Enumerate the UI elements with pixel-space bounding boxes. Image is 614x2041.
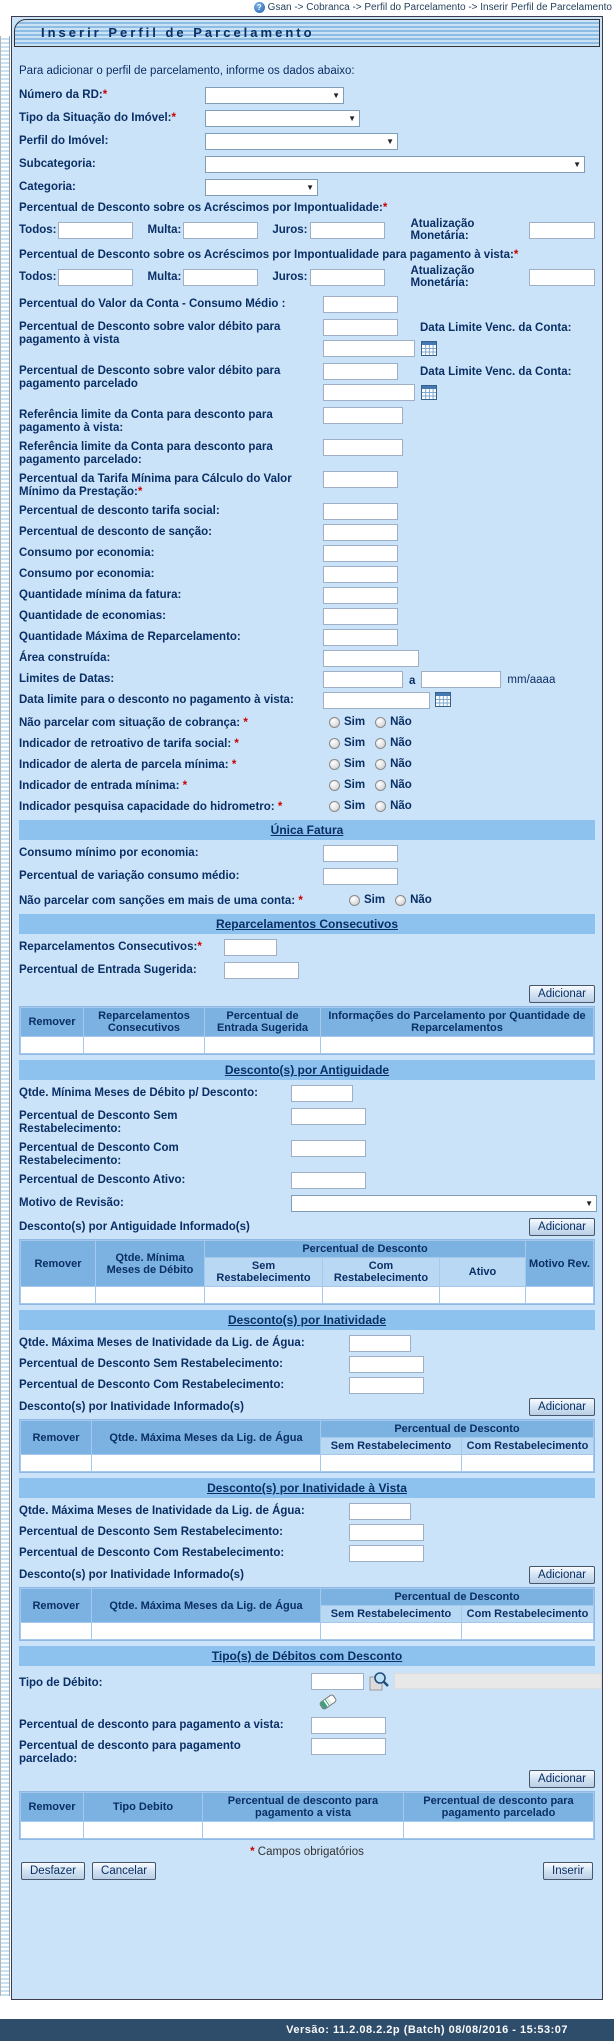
field-row-variacao-consumo [19,868,595,885]
empty-cell [321,1623,461,1639]
col-desc-parcelado: Percentual de desconto para pagamento parcelado [404,1793,593,1821]
empty-cell [526,1287,593,1303]
ref-limite-parcelado-label: Referência limite da Conta para desconto para pagamento parcelado: [19,441,273,466]
empty-cell [321,1455,461,1471]
perc-valor-conta-input[interactable] [323,296,398,313]
perfil-imovel-select[interactable] [205,133,398,150]
area-construida-label: Área construída: [19,652,111,664]
calendar-icon[interactable] [421,341,437,356]
main-panel [11,16,603,2000]
empty-cell [21,1623,91,1639]
motivo-revisao-label: Motivo de Revisão: [19,1197,124,1209]
data-limite-venc-parcelado-input[interactable] [323,384,415,401]
inatividade-qtd-label: Qtde. Máxima Meses de Inatividade da Lig. de Água: [19,1337,305,1349]
adicionar-inatividade-button[interactable]: Adicionar [529,1398,595,1416]
required-mark: * [234,737,239,750]
field-row-subcategoria [19,156,595,173]
desc-tarifa-social-input[interactable] [323,503,398,520]
tipo-debito-label: Tipo de Débito: [19,1677,103,1689]
field-row-tipo-debito [19,1671,595,1711]
empty-cell [205,1287,322,1303]
required-mark: * [298,894,303,907]
consumo-economia-input-1[interactable] [323,545,398,562]
variacao-consumo-label: Percentual de variação consumo médio: [19,870,240,882]
calendar-icon[interactable] [421,385,437,400]
data-limite-venc-vista-input[interactable] [323,340,415,357]
field-row-entrada-sugerida [19,962,595,979]
required-mark: * [197,941,202,953]
col-reparcelamentos: Reparcelamentos Consecutivos [84,1008,204,1036]
desc-debito-parcelado-label: Percentual de Desconto sobre valor débito para pagamento parcelado [19,365,281,390]
nao-label: Não [390,758,412,770]
left-edge-texture [0,36,10,1996]
breadcrumb: Gsan -> Cobranca -> Perfil do Parcelamento -> Inserir Perfil de Parcelamento [267,2,612,13]
antiguidade-informados-label: Desconto(s) por Antiguidade Informado(s) [19,1221,250,1233]
consumo-economia-input-2[interactable] [323,566,398,583]
radio-row-retroativo: Indicador de retroativo de tarifa social: * Sim Não [19,737,412,750]
empty-cell [404,1822,593,1838]
area-construida-input[interactable] [323,650,419,667]
field-row-antiguidade-sem-restab [19,1108,595,1136]
radio-row-cobranca: Não parcelar com situação de cobrança: * Sim Não [19,716,412,729]
field-row-desc-sancao [19,524,595,541]
categoria-select[interactable] [205,179,318,196]
field-row-qtd-economias [19,608,595,625]
required-mark: * [137,486,143,498]
subcategoria-select[interactable] [205,156,585,173]
col-remover: Remover [21,1008,83,1036]
table-row [21,1287,593,1303]
required-mark: * [382,202,388,214]
col-sem-restab: Sem Restabelecimento [321,1606,461,1622]
hidrometro-sim-radio[interactable] [329,801,340,812]
section-tipos-debito: Tipo(s) de Débitos com Desconto [19,1646,595,1666]
field-row-antiguidade-com-restab [19,1140,595,1168]
field-row-desc-tarifa-social [19,503,595,520]
empty-cell [440,1287,525,1303]
antiguidade-sem-restab-input[interactable] [291,1108,366,1125]
variacao-consumo-input[interactable] [323,868,398,885]
search-icon[interactable] [369,1671,389,1691]
qtd-max-reparcelamento-label: Quantidade Máxima de Reparcelamento: [19,631,241,643]
antiguidade-sem-restab-label: Percentual de Desconto Sem Restabelecimento: [19,1110,178,1135]
field-row-desc-debito-parcelado [19,363,595,401]
todos-label: Todos: [19,224,57,236]
section-inatividade-vista: Desconto(s) por Inatividade à Vista [19,1478,595,1498]
antiguidade-com-restab-input[interactable] [291,1140,366,1157]
empty-cell [462,1455,593,1471]
tarifa-minima-label: Percentual da Tarifa Mínima para Cálculo do Valor Mínimo da Prestação: [19,473,292,498]
col-sem-restab: Sem Restabelecimento [205,1258,322,1286]
antiguidade-ativo-label: Percentual de Desconto Ativo: [19,1174,186,1186]
cobranca-sim-radio[interactable] [329,717,340,728]
inatividade-sem-restab-input[interactable] [349,1356,424,1373]
desc-acrescimos-label: Percentual de Desconto sobre os Acréscimos por Impontualidade:* [19,202,388,214]
inatividade-vista-sem-restab-input[interactable] [349,1524,424,1541]
field-row-desc-pagamento-vista [19,1717,595,1734]
required-mark: * [243,716,248,729]
chevron-down-icon: ▼ [573,159,581,169]
desc-tarifa-social-label: Percentual de desconto tarifa social: [19,505,220,517]
col-remover: Remover [21,1241,95,1286]
inatividade-vista-sem-restab-label: Percentual de Desconto Sem Restabelecimento: [19,1526,283,1538]
empty-cell [205,1037,320,1053]
inatividade-qtd-input[interactable] [349,1335,411,1352]
adicionar-tipo-debito-button[interactable]: Adicionar [529,1770,595,1788]
col-group-percentual: Percentual de Desconto [321,1589,593,1605]
empty-cell [84,1822,202,1838]
numero-rd-label: Número da RD: [19,89,103,101]
field-row-qtd-minima-fatura [19,587,595,604]
ref-limite-vista-label: Referência limite da Conta para desconto para pagamento à vista: [19,409,273,434]
nao-label: Não [390,737,412,749]
consumo-minimo-label: Consumo mínimo por economia: [19,847,199,859]
field-row-numero-rd [19,87,595,104]
field-row-area-construida [19,650,595,667]
radio-row-sancoes: Não parcelar com sanções em mais de uma conta: * Sim Não [19,894,432,907]
empty-cell [462,1623,593,1639]
col-qtd-maxima: Qtde. Máxima Meses da Lig. de Água [92,1421,320,1454]
qtd-minima-fatura-input[interactable] [323,587,398,604]
nao-label: Não [390,716,412,728]
atualizacao-monetaria-label: Atualização Monetária: [410,265,475,289]
sim-label: Sim [344,737,366,749]
desc-pagamento-parcelado-label: Percentual de desconto para pagamento parcelado: [19,1740,241,1765]
inatividade-com-restab-label: Percentual de Desconto Com Restabelecimento: [19,1379,285,1391]
qtd-economias-label: Quantidade de economias: [19,610,166,622]
field-row-perfil-imovel [19,133,595,150]
qtd-minima-fatura-label: Quantidade mínima da fatura: [19,589,182,601]
calendar-icon[interactable] [435,692,451,707]
adicionar-reparcelamento-button[interactable]: Adicionar [529,985,595,1003]
field-row-inatividade-qtd [19,1335,595,1352]
field-row-consumo-minimo [19,845,595,862]
limites-datas-inicio-input[interactable] [323,671,403,688]
atualizacao-monetaria-vista-input[interactable] [529,269,595,286]
consumo-economia-label: Consumo por economia: [19,568,155,580]
col-com-restab: Com Restabelecimento [323,1258,439,1286]
col-remover: Remover [21,1421,91,1454]
col-tipo-debito: Tipo Debito [84,1793,202,1821]
col-informacoes: Informações do Parcelamento por Quantidade de Reparcelamentos [321,1008,593,1036]
desc-pagamento-vista-input[interactable] [311,1717,386,1734]
field-row-tipo-situacao [19,110,595,127]
sim-label: Sim [344,716,366,728]
antiguidade-ativo-input[interactable] [291,1172,366,1189]
subcategoria-label: Subcategoria: [19,158,96,170]
required-mark: * [513,249,519,261]
table-row [21,1822,593,1838]
radio-row-entrada-minima: Indicador de entrada mínima: * Sim Não [19,779,412,792]
desc-debito-vista-input[interactable] [323,319,398,336]
todos-label: Todos: [19,271,57,283]
field-row-qtd-max-reparcelamento [19,629,595,646]
col-group-percentual: Percentual de Desconto [321,1421,593,1437]
chevron-down-icon: ▼ [348,113,356,123]
desc-pagamento-parcelado-input[interactable] [311,1738,386,1755]
field-row-consumo-economia-1 [19,545,595,562]
empty-cell [21,1037,83,1053]
motivo-revisao-select[interactable] [291,1195,597,1212]
help-icon[interactable]: ? [254,2,265,13]
sancoes-nao-radio[interactable] [395,895,406,906]
todos-vista-input[interactable] [58,269,133,286]
inatividade-vista-qtd-input[interactable] [349,1503,411,1520]
chevron-down-icon: ▼ [332,90,340,100]
nao-label: Não [390,800,412,812]
inatividade-table [19,1419,595,1473]
inatividade-informados-label: Desconto(s) por Inatividade Informado(s) [19,1401,244,1413]
empty-cell [96,1287,204,1303]
section-unica-fatura: Única Fatura [19,820,595,840]
juros-label: Juros: [272,224,308,236]
radio-row-hidrometro: Indicador pesquisa capacidade do hidrometro: * Sim Não [19,800,412,813]
required-mark: * [250,1846,255,1858]
empty-cell [92,1623,320,1639]
eraser-icon[interactable] [319,1693,338,1711]
table-row [21,1623,593,1639]
qtd-economias-input[interactable] [323,608,398,625]
field-row-limites-datas [19,671,595,688]
col-remover: Remover [21,1589,91,1622]
field-row-consumo-economia-2 [19,566,595,583]
tipo-debito-descricao-field [394,1673,602,1689]
sim-label: Sim [344,779,366,791]
required-mark: * [277,800,283,813]
consumo-minimo-input[interactable] [323,845,398,862]
col-group-percentual: Percentual de Desconto [205,1241,525,1257]
data-limite-venc-label: Data Limite Venc. da Conta: [420,321,572,334]
field-row-perc-valor-conta [19,296,595,313]
field-row-desc-pagamento-parcelado [19,1738,595,1766]
inatividade-vista-com-restab-label: Percentual de Desconto Com Restabelecimento: [19,1547,285,1559]
required-mark: * [171,112,176,124]
desc-acrescimos-vista-label: Percentual de Desconto sobre os Acréscimos por Impontualidade para pagamento à vista:* [19,249,519,261]
field-row-ref-limite-vista [19,407,595,435]
multa-input[interactable] [183,222,258,239]
col-qtd-maxima: Qtde. Máxima Meses da Lig. de Água [92,1589,320,1622]
chevron-down-icon: ▼ [306,182,314,192]
numero-rd-select[interactable] [205,87,344,104]
perfil-imovel-label: Perfil do Imóvel: [19,135,109,147]
field-row-inatividade-sem-restab [19,1356,595,1373]
ref-limite-parcelado-input[interactable] [323,439,403,456]
field-row-antiguidade-ativo [19,1172,595,1189]
inatividade-vista-qtd-label: Qtde. Máxima Meses de Inatividade da Lig. de Água: [19,1505,305,1517]
field-row-inatividade-com-restab [19,1377,595,1394]
empty-cell [84,1037,204,1053]
tipos-debito-table [19,1791,595,1840]
limites-sep-label: a [409,675,416,687]
section-inatividade: Desconto(s) por Inatividade [19,1310,595,1330]
col-motivo-rev: Motivo Rev. [526,1241,593,1286]
col-entrada-sugerida: Percentual de Entrada Sugerida [205,1008,320,1036]
desc-debito-vista-label: Percentual de Desconto sobre valor débito para pagamento à vista [19,321,281,346]
breadcrumb-bar [0,0,614,15]
col-qtd-minima: Qtde. Mínima Meses de Débito [96,1241,204,1286]
inatividade-sem-restab-label: Percentual de Desconto Sem Restabelecimento: [19,1358,283,1370]
form-content [12,65,602,1880]
limites-datas-fim-input[interactable] [421,671,501,688]
cancelar-button[interactable]: Cancelar [92,1862,156,1880]
inatividade-com-restab-input[interactable] [349,1377,424,1394]
multa-vista-input[interactable] [183,269,258,286]
reparcelamentos-consecutivos-label: Reparcelamentos Consecutivos: [19,941,198,953]
tipo-situacao-label: Tipo da Situação do Imóvel: [19,112,172,124]
adicionar-antiguidade-button[interactable]: Adicionar [529,1218,595,1236]
sim-label: Sim [344,758,366,770]
table-row [21,1037,593,1053]
empty-cell [21,1287,95,1303]
field-row-inatividade-vista-sem-restab [19,1524,595,1541]
sim-label: Sim [364,894,386,906]
acrescimos-vista-inputs-row [19,265,595,289]
limites-datas-label: Limites de Datas: [19,673,115,685]
adicionar-inatividade-vista-button[interactable]: Adicionar [529,1566,595,1584]
field-row-desc-debito-vista [19,319,595,357]
acrescimos-inputs-row [19,218,595,242]
qtd-minima-meses-label: Qtde. Mínima Meses de Débito p/ Desconto: [19,1087,258,1099]
empty-cell [21,1455,91,1471]
inatividade-vista-table [19,1587,595,1641]
chevron-down-icon: ▼ [585,1198,593,1208]
field-row-inatividade-vista-com-restab [19,1545,595,1562]
field-row-qtd-minima-meses [19,1085,595,1102]
juros-label: Juros: [272,271,308,283]
data-limite-venc-label: Data Limite Venc. da Conta: [420,365,572,378]
hidrometro-nao-radio[interactable] [375,801,386,812]
reparcelamentos-table [19,1006,595,1055]
col-sem-restab: Sem Restabelecimento [321,1438,461,1454]
tipo-situacao-select[interactable] [205,110,360,127]
entrada-minima-nao-radio[interactable] [375,780,386,791]
col-com-restab: Com Restabelecimento [462,1438,593,1454]
sancoes-sim-radio[interactable] [349,895,360,906]
consumo-economia-label: Consumo por economia: [19,547,155,559]
entrada-sugerida-label: Percentual de Entrada Sugerida: [19,964,197,976]
antiguidade-com-restab-label: Percentual de Desconto Com Restabelecimento: [19,1142,179,1167]
perc-valor-conta-label: Percentual do Valor da Conta - Consumo Médio : [19,298,286,310]
retroativo-nao-radio[interactable] [375,738,386,749]
field-row-reparcelamentos-consecutivos [19,939,595,956]
antiguidade-table [19,1239,595,1305]
section-reparcelamentos: Reparcelamentos Consecutivos [19,914,595,934]
nao-label: Não [410,894,432,906]
data-limite-desconto-label: Data limite para o desconto no pagamento à vista: [19,694,294,706]
entrada-minima-sim-radio[interactable] [329,780,340,791]
page-title: Inserir Perfil de Parcelamento [14,19,600,47]
atualizacao-monetaria-label: Atualização Monetária: [410,218,475,242]
version-text: Versão: 11.2.08.2.2p (Batch) 08/08/2016 - 15:53:07 [286,2024,568,2036]
inatividade-vista-informados-label: Desconto(s) por Inatividade Informado(s) [19,1569,244,1581]
field-row-motivo-revisao [19,1195,595,1212]
required-mark: * [231,758,237,771]
alerta-nao-radio[interactable] [375,759,386,770]
entrada-sugerida-input[interactable] [224,962,299,979]
categoria-label: Categoria: [19,181,76,193]
multa-label: Multa: [147,271,182,283]
required-note: Campos obrigatórios [257,1846,364,1858]
radio-row-alerta: Indicador de alerta de parcela mínima: * Sim Não [19,758,412,771]
multa-label: Multa: [147,224,182,236]
empty-cell [321,1037,593,1053]
empty-cell [92,1455,320,1471]
version-bar [0,2019,614,2041]
chevron-down-icon: ▼ [386,136,394,146]
reparcelamentos-consecutivos-input[interactable] [224,939,277,956]
nao-label: Não [390,779,412,791]
todos-input[interactable] [58,222,133,239]
field-row-ref-limite-parcelado [19,439,595,467]
qtd-minima-meses-input[interactable] [291,1085,353,1102]
atualizacao-monetaria-input[interactable] [529,222,595,239]
alerta-sim-radio[interactable] [329,759,340,770]
tipo-debito-input[interactable] [311,1673,364,1690]
desc-debito-parcelado-input[interactable] [323,363,398,380]
inatividade-vista-com-restab-input[interactable] [349,1545,424,1562]
col-remover: Remover [21,1793,83,1821]
retroativo-sim-radio[interactable] [329,738,340,749]
field-row-tarifa-minima [19,471,595,499]
col-ativo: Ativo [440,1258,525,1286]
field-row-data-limite-desconto [19,692,595,709]
desc-sancao-label: Percentual de desconto de sanção: [19,526,213,538]
section-antiguidade: Desconto(s) por Antiguidade [19,1060,595,1080]
empty-cell [21,1822,83,1838]
sim-label: Sim [344,800,366,812]
col-desc-vista: Percentual de desconto para pagamento a vista [203,1793,403,1821]
juros-input[interactable] [310,222,385,239]
juros-vista-input[interactable] [310,269,385,286]
tarifa-minima-input[interactable] [323,471,398,488]
inserir-button[interactable]: Inserir [543,1862,593,1880]
field-row-categoria [19,179,595,196]
ref-limite-vista-input[interactable] [323,407,403,424]
intro-text: Para adicionar o perfil de parcelamento, informe os dados abaixo: [19,65,355,77]
desc-sancao-input[interactable] [323,524,398,541]
field-row-inatividade-vista-qtd [19,1503,595,1520]
qtd-max-reparcelamento-input[interactable] [323,629,398,646]
desc-pagamento-vista-label: Percentual de desconto para pagamento a vista: [19,1719,284,1731]
col-com-restab: Com Restabelecimento [462,1606,593,1622]
limites-formato-label: mm/aaaa [507,674,556,686]
cobranca-nao-radio[interactable] [375,717,386,728]
required-mark: * [182,779,188,792]
data-limite-desconto-input[interactable] [323,692,430,709]
table-row [21,1455,593,1471]
empty-cell [203,1822,403,1838]
empty-cell [323,1287,439,1303]
required-mark: * [102,89,108,101]
desfazer-button[interactable]: Desfazer [21,1862,85,1880]
